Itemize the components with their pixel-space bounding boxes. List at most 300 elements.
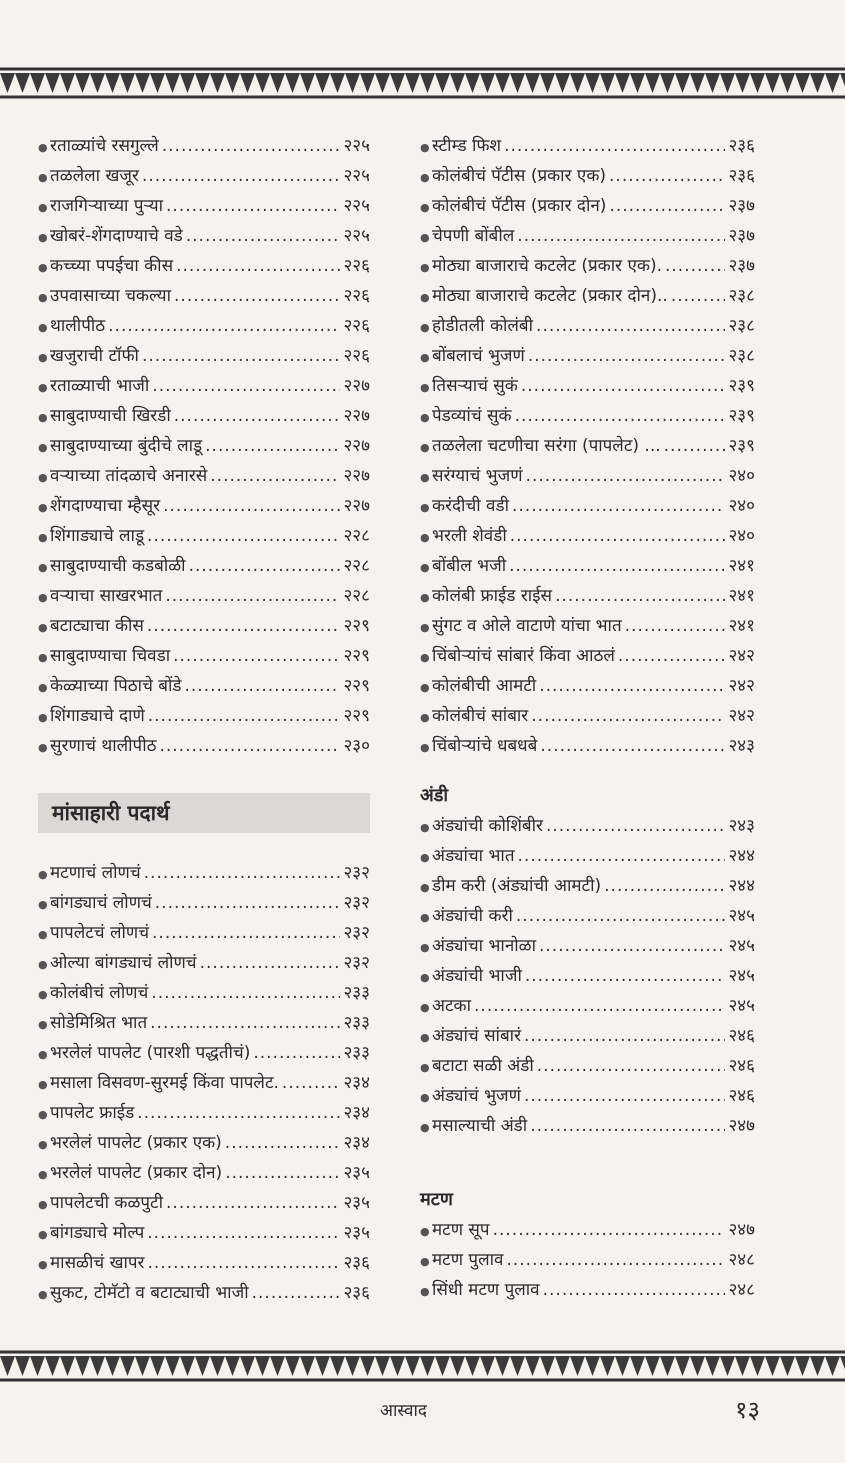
entry-title: केळ्याच्या पिठाचे बोंडे	[50, 676, 182, 696]
right-column-eggs	[420, 781, 755, 1141]
entry-title: बटाटा सळी अंडी	[432, 1056, 534, 1076]
dot-leader	[163, 491, 340, 521]
section-heading-mutton: मटण	[420, 1189, 453, 1210]
bullet-icon: ●	[38, 381, 48, 394]
entry-page-number: २४५	[728, 906, 755, 926]
dot-leader	[665, 251, 725, 281]
bullet-icon: ●	[38, 1138, 48, 1151]
toc-entry	[38, 1008, 370, 1038]
left-column-lower	[38, 858, 370, 1308]
bullet-icon: ●	[38, 531, 48, 544]
dot-leader	[539, 671, 725, 701]
entry-page-number: २३७	[728, 256, 755, 276]
bullet-icon: ●	[38, 621, 48, 634]
bullet-icon: ●	[38, 928, 48, 941]
dot-leader	[609, 161, 725, 191]
entry-title: कोलंबी फ्राईड राईस	[432, 586, 553, 606]
toc-entry	[38, 341, 370, 371]
entry-page-number: २२८	[343, 556, 370, 576]
toc-entry	[420, 431, 755, 461]
dot-leader	[152, 371, 340, 401]
entry-title: साबुदाण्याचा चिवडा	[50, 646, 171, 666]
toc-entry	[38, 641, 370, 671]
entry-page-number: २४६	[728, 1026, 755, 1046]
dot-leader	[521, 371, 726, 401]
bullet-icon: ●	[38, 201, 48, 214]
entry-page-number: २२५	[343, 166, 370, 186]
bullet-icon: ●	[38, 898, 48, 911]
entry-title: रताळ्याची भाजी	[50, 376, 150, 396]
entry-title: अंड्यांची करी	[432, 906, 513, 926]
entry-title: होडीतली कोलंबी	[432, 316, 534, 336]
entry-page-number: २४८	[728, 1250, 755, 1270]
dot-leader	[609, 191, 725, 221]
dot-leader	[618, 641, 726, 671]
entry-page-number: २२५	[343, 196, 370, 216]
toc-entry	[38, 701, 370, 731]
entry-title: सोडेमिश्रित भात	[50, 1013, 148, 1033]
footer-page-number: १३	[735, 1396, 760, 1424]
entry-title: बटाट्याचा कीस	[50, 616, 144, 636]
bullet-icon: ●	[420, 1285, 430, 1298]
dot-leader	[155, 888, 341, 918]
toc-entry	[420, 191, 755, 221]
entry-title: अंड्यांचा भानोळा	[432, 936, 536, 956]
entry-title: अंड्यांची कोशिंबीर	[432, 816, 543, 836]
bullet-icon: ●	[420, 411, 430, 424]
entry-page-number: २३७	[728, 196, 755, 216]
entry-title: खोबरं-शेंगदाण्याचे वडे	[50, 226, 183, 246]
dot-leader	[147, 521, 340, 551]
entry-title: राजगिऱ्याच्या पुऱ्या	[50, 196, 164, 216]
toc-entry	[38, 461, 370, 491]
entry-page-number: २४३	[728, 736, 755, 756]
entry-page-number: २३६	[343, 1253, 370, 1273]
dot-leader	[539, 931, 725, 961]
entry-page-number: २२६	[343, 346, 370, 366]
toc-entry	[38, 1038, 370, 1068]
dot-leader	[504, 131, 725, 161]
toc-entry	[38, 1218, 370, 1248]
toc-entry	[38, 191, 370, 221]
toc-entry	[420, 931, 755, 961]
entry-title: अंड्यांचं सांबारं	[432, 1026, 522, 1046]
toc-entry	[420, 1275, 755, 1305]
toc-entry	[420, 131, 755, 161]
dot-leader	[189, 551, 341, 581]
toc-entry	[420, 701, 755, 731]
entry-page-number: २३६	[343, 1283, 370, 1303]
bullet-icon: ●	[420, 381, 430, 394]
dot-leader	[493, 1215, 726, 1245]
dot-leader	[173, 641, 340, 671]
dot-leader	[524, 1081, 726, 1111]
entry-title: बोंबील भजी	[432, 556, 507, 576]
dot-leader	[166, 191, 340, 221]
entry-page-number: २२९	[343, 706, 370, 726]
dot-leader	[671, 281, 726, 311]
dot-leader	[174, 281, 340, 311]
dot-leader	[518, 841, 726, 871]
toc-entry	[38, 221, 370, 251]
dot-leader	[147, 1218, 340, 1248]
bullet-icon: ●	[38, 261, 48, 274]
bullet-icon: ●	[38, 561, 48, 574]
entry-page-number: २३५	[343, 1223, 370, 1243]
entry-page-number: २३५	[343, 1193, 370, 1213]
entry-title: चेपणी बोंबील	[432, 226, 515, 246]
dot-leader	[528, 341, 726, 371]
entry-title: खजुराची टॉफी	[50, 346, 139, 366]
entry-title: वऱ्याचा साखरभात	[50, 586, 163, 606]
entry-title: बोंबलाचं भुजणं	[432, 346, 525, 366]
bullet-icon: ●	[420, 711, 430, 724]
entry-page-number: २३४	[343, 1133, 370, 1153]
toc-entry	[420, 521, 755, 551]
footer-book-title: आस्वाद	[380, 1401, 427, 1421]
bullet-icon: ●	[420, 441, 430, 454]
entry-title: पापलेटचं लोणचं	[50, 923, 150, 943]
entry-page-number: २३२	[343, 953, 370, 973]
top-decorative-border	[0, 66, 845, 100]
dot-leader	[200, 948, 341, 978]
entry-page-number: २४७	[728, 1220, 755, 1240]
dot-leader	[148, 1248, 341, 1278]
toc-entry	[420, 841, 755, 871]
toc-entry	[38, 888, 370, 918]
toc-entry	[420, 1215, 755, 1245]
dot-leader	[176, 251, 340, 281]
dot-leader	[474, 991, 725, 1021]
bullet-icon: ●	[38, 351, 48, 364]
dot-leader	[166, 1188, 340, 1218]
bullet-icon: ●	[38, 321, 48, 334]
bullet-icon: ●	[38, 171, 48, 184]
entry-title: शिंगाड्याचे दाणे	[50, 706, 145, 726]
bullet-icon: ●	[420, 1091, 430, 1104]
bullet-icon: ●	[420, 291, 430, 304]
toc-entry	[38, 131, 370, 161]
dot-leader	[516, 901, 726, 931]
entry-title: अंड्यांचा भात	[432, 846, 515, 866]
dot-leader	[509, 551, 725, 581]
bottom-decorative-border	[0, 1349, 845, 1383]
entry-page-number: २४६	[728, 1086, 755, 1106]
entry-page-number: २४५	[728, 996, 755, 1016]
dot-leader	[162, 131, 341, 161]
bullet-icon: ●	[38, 711, 48, 724]
right-column-mutton	[420, 1185, 755, 1305]
entry-page-number: २३३	[343, 1043, 370, 1063]
bullet-icon: ●	[420, 231, 430, 244]
entry-title: अंड्यांची भाजी	[432, 966, 522, 986]
entry-page-number: २४३	[728, 816, 755, 836]
entry-title: रताळ्यांचे रसगुल्ले	[50, 136, 159, 156]
entry-page-number: २३२	[343, 893, 370, 913]
toc-entry	[38, 521, 370, 551]
entry-page-number: २३७	[728, 226, 755, 246]
toc-entry	[420, 961, 755, 991]
dot-leader	[515, 401, 726, 431]
bullet-icon: ●	[420, 321, 430, 334]
entry-title: साबुदाण्याच्या बुंदीचे लाडू	[50, 436, 203, 456]
entry-title: डीम करी (अंड्यांची आमटी)	[432, 876, 602, 896]
entry-title: चिंबोऱ्यांचे धबधबे	[432, 736, 538, 756]
entry-title: उपवासाच्या चकल्या	[50, 286, 172, 306]
entry-page-number: २२५	[343, 136, 370, 156]
bullet-icon: ●	[38, 1078, 48, 1091]
entry-title: शिंगाड्याचे लाडू	[50, 526, 145, 546]
entry-page-number: २२६	[343, 256, 370, 276]
dot-leader	[530, 1111, 725, 1141]
toc-entry	[420, 1051, 755, 1081]
dot-leader	[185, 671, 341, 701]
entry-title: पापलेट फ्राईड	[50, 1103, 135, 1123]
toc-entry	[420, 461, 755, 491]
right-entry-list-2	[420, 811, 755, 1141]
bullet-icon: ●	[420, 351, 430, 364]
toc-entry	[420, 991, 755, 1021]
section-heading-eggs: अंडी	[420, 785, 449, 806]
right-entry-list-3	[420, 1215, 755, 1305]
bullet-icon: ●	[420, 741, 430, 754]
bullet-icon: ●	[420, 1061, 430, 1074]
toc-entry	[420, 641, 755, 671]
entry-page-number: २२७	[343, 376, 370, 396]
entry-page-number: २३९	[728, 436, 755, 456]
bullet-icon: ●	[420, 851, 430, 864]
entry-title: भरलेलं पापलेट (पारशी पद्धतीचं)	[50, 1043, 251, 1063]
entry-title: सुंगट व ओले वाटाणे यांचा भात	[432, 616, 622, 636]
entry-page-number: २३९	[728, 406, 755, 426]
bullet-icon: ●	[38, 231, 48, 244]
bullet-icon: ●	[38, 1198, 48, 1211]
bullet-icon: ●	[420, 621, 430, 634]
toc-entry	[420, 221, 755, 251]
entry-page-number: २२८	[343, 586, 370, 606]
entry-title: अंड्यांचं भुजणं	[432, 1086, 521, 1106]
entry-page-number: २३४	[343, 1073, 370, 1093]
dot-leader	[142, 341, 341, 371]
left-entry-list-2	[38, 858, 370, 1308]
toc-entry	[38, 551, 370, 581]
toc-entry	[420, 581, 755, 611]
entry-page-number: २४२	[728, 676, 755, 696]
dot-leader	[252, 1278, 341, 1308]
dot-leader	[174, 401, 341, 431]
toc-entry	[38, 948, 370, 978]
toc-entry	[420, 671, 755, 701]
entry-page-number: २२७	[343, 406, 370, 426]
bullet-icon: ●	[38, 958, 48, 971]
toc-entry	[38, 401, 370, 431]
entry-title: मोठ्या बाजाराचे कटलेट (प्रकार एक).	[432, 256, 662, 276]
bullet-icon: ●	[38, 591, 48, 604]
dot-leader	[543, 1275, 726, 1305]
entry-title: कोलंबीचं पॅटीस (प्रकार दोन)	[432, 196, 607, 216]
toc-entry	[38, 918, 370, 948]
entry-title: तळलेला चटणीचा सरंगा (पापलेट) ...	[432, 436, 661, 456]
dot-leader	[555, 581, 725, 611]
toc-entry	[38, 1278, 370, 1308]
toc-entry	[38, 1248, 370, 1278]
toc-entry	[420, 551, 755, 581]
entry-title: भरलेलं पापलेट (प्रकार एक)	[50, 1133, 222, 1153]
bullet-icon: ●	[420, 1255, 430, 1268]
entry-title: अटका	[432, 996, 472, 1016]
bullet-icon: ●	[38, 1168, 48, 1181]
entry-page-number: २४६	[728, 1056, 755, 1076]
toc-entry	[420, 1245, 755, 1275]
toc-entry	[38, 311, 370, 341]
entry-page-number: २२९	[343, 676, 370, 696]
toc-entry	[38, 581, 370, 611]
toc-entry	[420, 1111, 755, 1141]
entry-title: सिंधी मटण पुलाव	[432, 1280, 540, 1300]
dot-leader	[517, 221, 725, 251]
dot-leader	[537, 1051, 726, 1081]
dot-leader	[546, 811, 726, 841]
entry-title: मसाल्याची अंडी	[432, 1116, 528, 1136]
toc-entry	[38, 251, 370, 281]
bullet-icon: ●	[420, 881, 430, 894]
entry-page-number: २२६	[343, 316, 370, 336]
dot-leader	[210, 461, 340, 491]
dot-leader	[524, 1021, 725, 1051]
toc-entry	[420, 1021, 755, 1051]
toc-entry	[38, 1098, 370, 1128]
bullet-icon: ●	[420, 201, 430, 214]
toc-entry	[420, 871, 755, 901]
toc-entry	[420, 341, 755, 371]
entry-page-number: २३६	[728, 166, 755, 186]
toc-entry	[420, 371, 755, 401]
toc-entry	[38, 611, 370, 641]
toc-entry	[420, 731, 755, 761]
bullet-icon: ●	[420, 1031, 430, 1044]
entry-page-number: २४७	[728, 1116, 755, 1136]
bullet-icon: ●	[420, 591, 430, 604]
bullet-icon: ●	[420, 911, 430, 924]
toc-entry	[38, 858, 370, 888]
entry-title: तळलेला खजूर	[50, 166, 139, 186]
bullet-icon: ●	[420, 471, 430, 484]
entry-page-number: २४०	[728, 526, 755, 546]
entry-page-number: २३०	[343, 736, 370, 756]
dot-leader	[151, 978, 340, 1008]
entry-page-number: २२८	[343, 526, 370, 546]
entry-title: मसाला विसवण-सुरमई किंवा पापलेट.	[50, 1073, 279, 1093]
bullet-icon: ●	[38, 1048, 48, 1061]
toc-entry	[420, 311, 755, 341]
toc-entry	[38, 731, 370, 761]
bullet-icon: ●	[420, 651, 430, 664]
dot-leader	[186, 221, 341, 251]
dot-leader	[526, 461, 726, 491]
toc-entry	[420, 281, 755, 311]
toc-entry	[38, 671, 370, 701]
bullet-icon: ●	[420, 1001, 430, 1014]
bullet-icon: ●	[38, 681, 48, 694]
toc-entry	[420, 401, 755, 431]
dot-leader	[531, 701, 725, 731]
toc-entry	[38, 431, 370, 461]
entry-page-number: २३२	[343, 923, 370, 943]
entry-title: पेडव्यांचं सुकं	[432, 406, 512, 426]
entry-page-number: २४१	[728, 616, 755, 636]
entry-page-number: २२७	[343, 496, 370, 516]
entry-page-number: २२९	[343, 646, 370, 666]
entry-page-number: २४२	[728, 646, 755, 666]
dot-leader	[144, 858, 341, 888]
toc-entry	[420, 1081, 755, 1111]
toc-entry	[420, 491, 755, 521]
toc-entry	[38, 281, 370, 311]
entry-page-number: २३५	[343, 1163, 370, 1183]
entry-title: ओल्या बांगड्याचं लोणचं	[50, 953, 197, 973]
entry-page-number: २३४	[343, 1103, 370, 1123]
bullet-icon: ●	[420, 561, 430, 574]
dot-leader	[159, 731, 340, 761]
left-column	[38, 131, 370, 761]
entry-title: सुकट, टोमॅटो व बटाट्याची भाजी	[50, 1283, 249, 1303]
dot-leader	[282, 1068, 341, 1098]
entry-page-number: २३८	[728, 316, 755, 336]
toc-entry	[420, 161, 755, 191]
entry-title: शेंगदाण्याचा म्हैसूर	[50, 496, 161, 516]
toc-entry	[38, 1128, 370, 1158]
bullet-icon: ●	[420, 821, 430, 834]
entry-title: मासळीचं खापर	[50, 1253, 145, 1273]
bullet-icon: ●	[38, 1258, 48, 1271]
entry-page-number: २३३	[343, 983, 370, 1003]
dot-leader	[664, 431, 726, 461]
dot-leader	[142, 161, 341, 191]
entry-page-number: २२६	[343, 286, 370, 306]
entry-title: चिंबोऱ्यांचं सांबारं किंवा आठलं	[432, 646, 615, 666]
entry-title: करंदीची वडी	[432, 496, 509, 516]
dot-leader	[108, 311, 340, 341]
bullet-icon: ●	[38, 441, 48, 454]
dot-leader	[540, 731, 725, 761]
entry-title: साबुदाण्याची खिरडी	[50, 406, 171, 426]
entry-title: मटण पुलाव	[432, 1250, 504, 1270]
entry-page-number: २२५	[343, 226, 370, 246]
dot-leader	[205, 431, 340, 461]
bullet-icon: ●	[420, 1225, 430, 1238]
toc-entry	[38, 491, 370, 521]
entry-page-number: २३९	[728, 376, 755, 396]
dot-leader	[147, 611, 341, 641]
bullet-icon: ●	[420, 1121, 430, 1134]
dot-leader	[165, 581, 340, 611]
entry-page-number: २४१	[728, 556, 755, 576]
bullet-icon: ●	[420, 681, 430, 694]
entry-page-number: २४२	[728, 706, 755, 726]
dot-leader	[152, 918, 340, 948]
entry-title: कोलंबीचं सांबार	[432, 706, 529, 726]
dot-leader	[225, 1158, 340, 1188]
bullet-icon: ●	[38, 1108, 48, 1121]
bullet-icon: ●	[38, 1288, 48, 1301]
dot-leader	[510, 521, 726, 551]
entry-title: मटणाचं लोणचं	[50, 863, 141, 883]
bullet-icon: ●	[420, 941, 430, 954]
dot-leader	[148, 701, 341, 731]
right-column	[420, 131, 755, 761]
bullet-icon: ●	[38, 471, 48, 484]
toc-entry	[420, 251, 755, 281]
